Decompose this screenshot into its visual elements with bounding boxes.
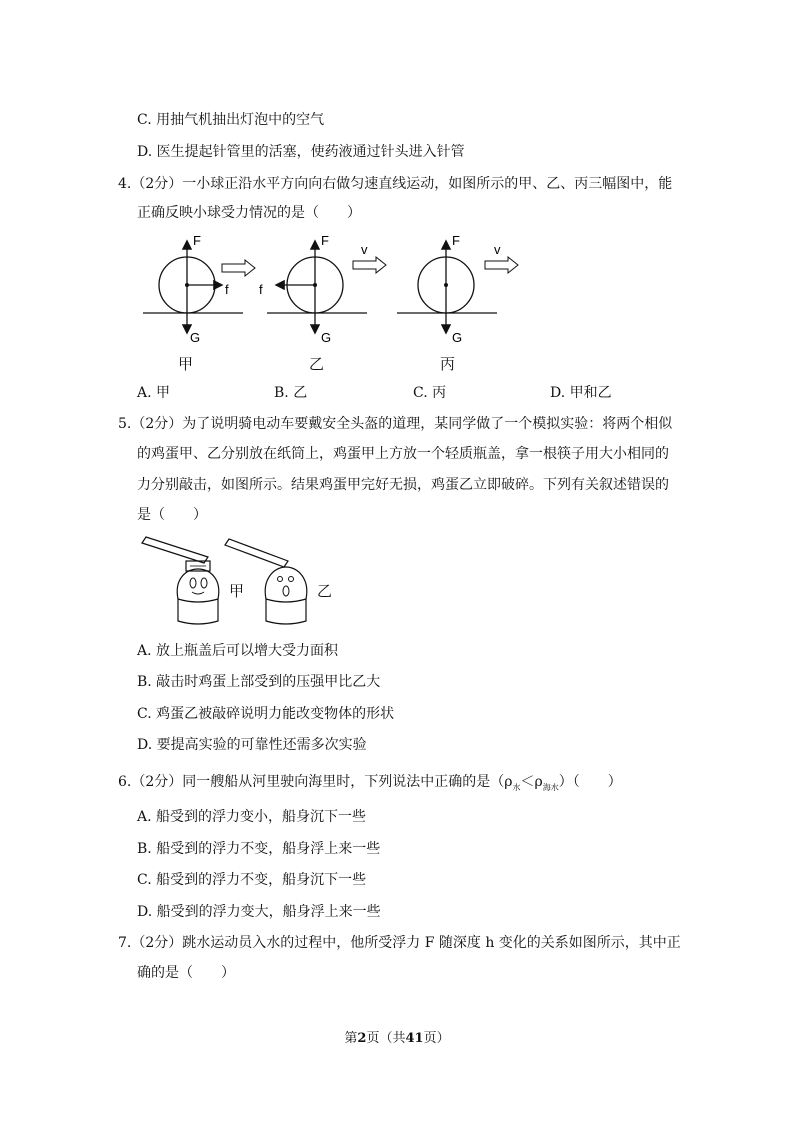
- q5-label-yi: 乙: [317, 582, 333, 600]
- q4-force-diagrams: [135, 228, 535, 348]
- q7-stem-line1: 7.（2分）跳水运动员入水的过程中，他所受浮力 F 随深度 h 变化的关系如图所示，其中正: [118, 935, 681, 951]
- q6-option-b: B. 船受到的浮力不变，船身浮上来一些: [137, 841, 381, 857]
- page-footer: [0, 1027, 794, 1046]
- q5-label-jia: 甲: [229, 582, 245, 600]
- q5-stem-line3: 力分别敲击，如图所示。结果鸡蛋甲完好无损，鸡蛋乙立即破碎。下列有关叙述错误的: [137, 477, 669, 493]
- q4-caption-bing: 丙: [440, 355, 456, 373]
- q3-option-c: C. 用抽气机抽出灯泡中的空气: [137, 112, 325, 128]
- q5-stem-line1: 5.（2分）为了说明骑电动车要戴安全头盔的道理，某同学做了一个模拟实验：将两个相似: [118, 416, 673, 432]
- q4-option-b: B. 乙: [274, 385, 308, 401]
- q4-stem-line1: 4.（2分）一小球正沿水平方向向右做匀速直线运动，如图所示的甲、乙、丙三幅图中，能: [118, 176, 673, 192]
- q4-jia-F: F: [193, 233, 201, 248]
- q5-stem-line4: 是（ ）: [137, 507, 207, 523]
- q5-option-b: B. 敲击时鸡蛋上部受到的压强甲比乙大: [137, 674, 381, 690]
- q6-sub-water: 水: [512, 782, 521, 792]
- q7-stem-line2: 确的是（ ）: [137, 965, 235, 981]
- q3-option-d: D. 医生提起针管里的活塞，使药液通过针头进入针管: [137, 144, 465, 160]
- q5-stem-line2: 的鸡蛋甲、乙分别放在纸筒上，鸡蛋甲上方放一个轻质瓶盖，拿一根筷子用大小相同的: [137, 446, 669, 462]
- q4-yi-v: v: [361, 242, 368, 257]
- q5-option-c: C. 鸡蛋乙被敲碎说明力能改变物体的形状: [137, 706, 395, 722]
- q4-stem-line2: 正确反映小球受力情况的是（ ）: [137, 205, 361, 221]
- q6-rho-2: ρ: [534, 774, 543, 790]
- q6-stem-prefix: 6.（2分）同一艘船从河里驶向海里时，下列说法中正确的是（: [118, 774, 505, 790]
- footer-page-number: 2: [357, 1031, 367, 1046]
- q6-stem: [118, 772, 622, 798]
- q4-jia-G: G: [190, 330, 201, 345]
- q6-option-c: C. 船受到的浮力不变，船身沉下一些: [137, 872, 367, 888]
- q6-rho-1: ρ: [504, 774, 513, 790]
- footer-mid: 页（共: [366, 1031, 406, 1046]
- q4-bing-G: G: [452, 330, 463, 345]
- q4-yi-F: F: [321, 233, 329, 248]
- q4-bing-F: F: [452, 233, 460, 248]
- footer-prefix: 第: [344, 1031, 358, 1046]
- q4-option-d: D. 甲和乙: [550, 385, 612, 401]
- q4-caption-jia: 甲: [178, 355, 194, 373]
- q4-caption-yi: 乙: [309, 355, 325, 373]
- q6-stem-suffix: ）（ ）: [558, 774, 622, 790]
- q6-option-d: D. 船受到的浮力变大，船身浮上来一些: [137, 904, 381, 920]
- q4-jia-f: f: [225, 282, 229, 297]
- q4-bing-v: v: [494, 242, 501, 257]
- diagram-yi: [267, 242, 386, 332]
- q4-option-c: C. 丙: [413, 385, 447, 401]
- q6-sub-seawater: 海水: [542, 782, 559, 792]
- diagram-jia: [143, 242, 255, 332]
- footer-suffix: 页）: [423, 1031, 450, 1046]
- q5-option-a: A. 放上瓶盖后可以增大受力面积: [137, 643, 339, 659]
- q4-yi-G: G: [321, 330, 332, 345]
- q5-option-d: D. 要提高实验的可靠性还需多次实验: [137, 737, 367, 753]
- q6-option-a: A. 船受到的浮力变小，船身沉下一些: [137, 809, 367, 825]
- q4-yi-f: f: [259, 282, 263, 297]
- q4-option-a: A. 甲: [137, 385, 171, 401]
- q6-less-than: ＜: [520, 774, 535, 790]
- footer-total-pages: 41: [405, 1031, 424, 1046]
